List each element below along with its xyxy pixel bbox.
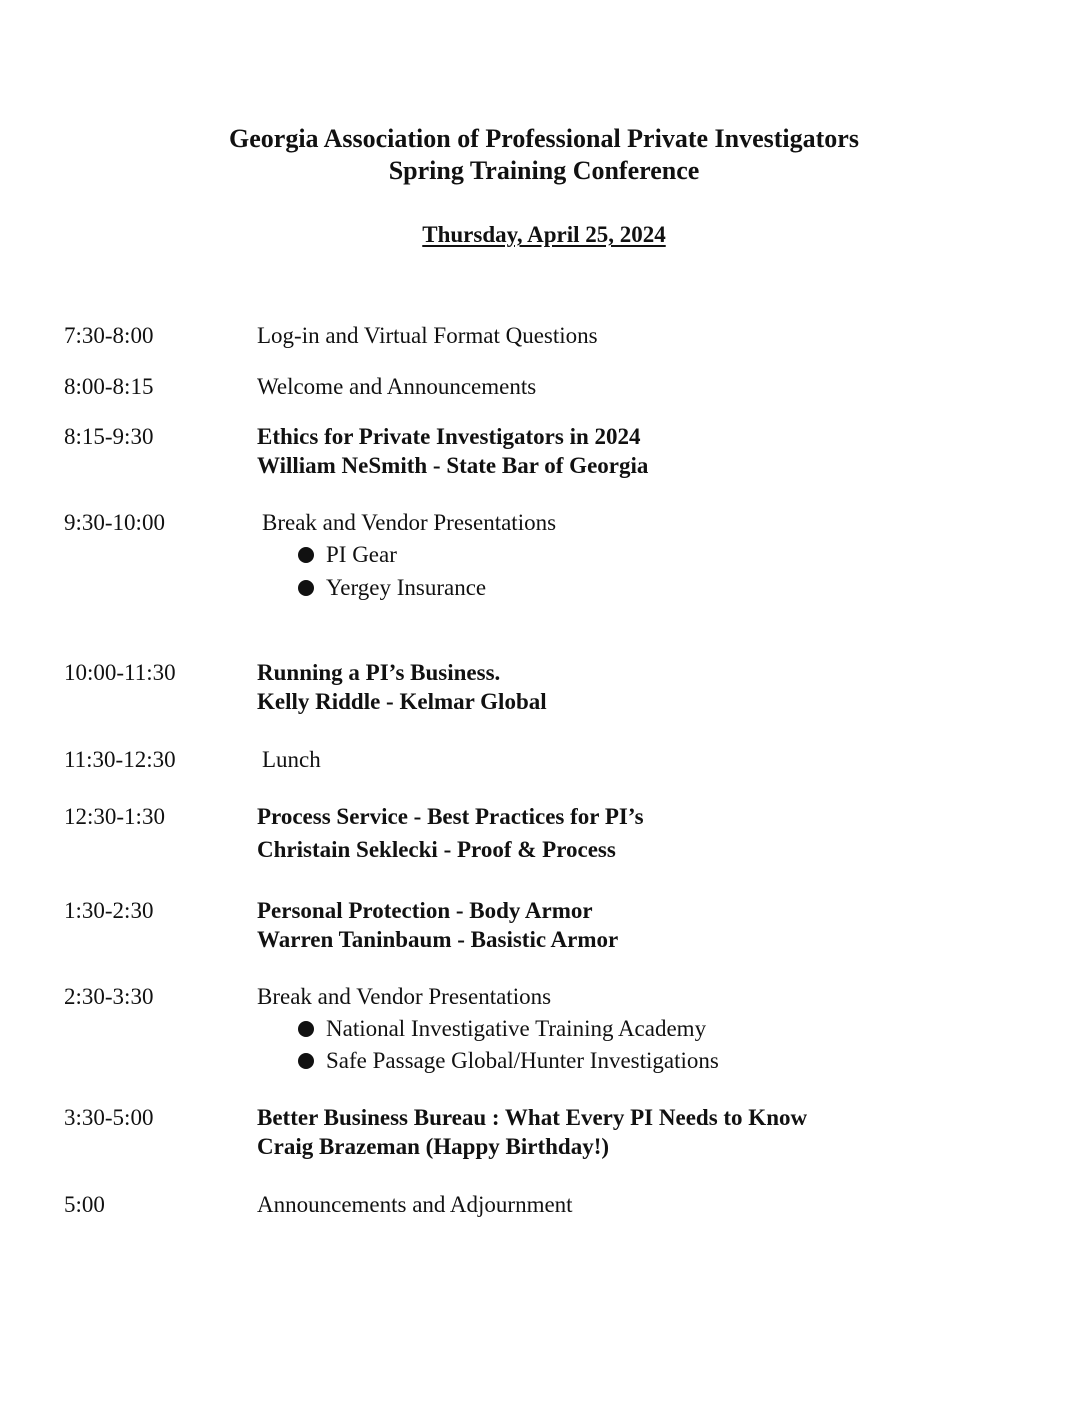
session-time: 11:30-12:30	[64, 747, 176, 772]
session-time: 8:00-8:15	[64, 374, 154, 399]
organization-title: Georgia Association of Professional Private Investigators	[229, 124, 859, 153]
session-title: Personal Protection - Body Armor	[257, 898, 593, 923]
vendor-list-item	[298, 1016, 706, 1042]
session-title: Log-in and Virtual Format Questions	[257, 323, 598, 348]
session-speaker: Christain Seklecki - Proof & Process	[257, 837, 616, 862]
vendor-name: PI Gear	[326, 542, 397, 567]
session-speaker: Warren Taninbaum - Basistic Armor	[257, 927, 619, 952]
session-title: Break and Vendor Presentations	[262, 510, 557, 535]
session-time: 9:30-10:00	[64, 510, 165, 535]
session-title: Running a PI’s Business.	[257, 660, 501, 685]
vendor-name: National Investigative Training Academy	[326, 1016, 707, 1041]
session-time: 8:15-9:30	[64, 424, 154, 449]
session-time: 7:30-8:00	[64, 323, 154, 348]
session-speaker: Kelly Riddle - Kelmar Global	[257, 689, 547, 714]
vendor-name: Safe Passage Global/Hunter Investigations	[326, 1048, 719, 1073]
session-title: Lunch	[262, 747, 321, 772]
session-time: 2:30-3:30	[64, 984, 154, 1009]
session-time: 12:30-1:30	[64, 804, 165, 829]
session-time: 10:00-11:30	[64, 660, 176, 685]
session-title: Process Service - Best Practices for PI’s	[257, 804, 644, 829]
bullet-icon	[298, 1053, 314, 1069]
vendor-list-item	[298, 575, 486, 601]
vendor-list-item	[298, 542, 397, 568]
session-time: 1:30-2:30	[64, 898, 154, 923]
session-time: 3:30-5:00	[64, 1105, 154, 1130]
session-time: 5:00	[64, 1192, 105, 1217]
session-speaker: Craig Brazeman (Happy Birthday!)	[257, 1134, 610, 1159]
vendor-list-item	[298, 1048, 719, 1074]
bullet-icon	[298, 547, 314, 563]
session-title: Announcements and Adjournment	[257, 1192, 573, 1217]
bullet-icon	[298, 580, 314, 596]
session-title: Break and Vendor Presentations	[257, 984, 552, 1009]
bullet-icon	[298, 1021, 314, 1037]
conference-title: Spring Training Conference	[388, 156, 700, 185]
session-title: Welcome and Announcements	[257, 374, 537, 399]
conference-date: Thursday, April 25, 2024	[422, 222, 666, 247]
session-speaker: William NeSmith - State Bar of Georgia	[257, 453, 649, 478]
vendor-name: Yergey Insurance	[326, 575, 487, 600]
session-title: Better Business Bureau : What Every PI Needs to Know	[257, 1105, 808, 1130]
session-title: Ethics for Private Investigators in 2024	[257, 424, 641, 449]
